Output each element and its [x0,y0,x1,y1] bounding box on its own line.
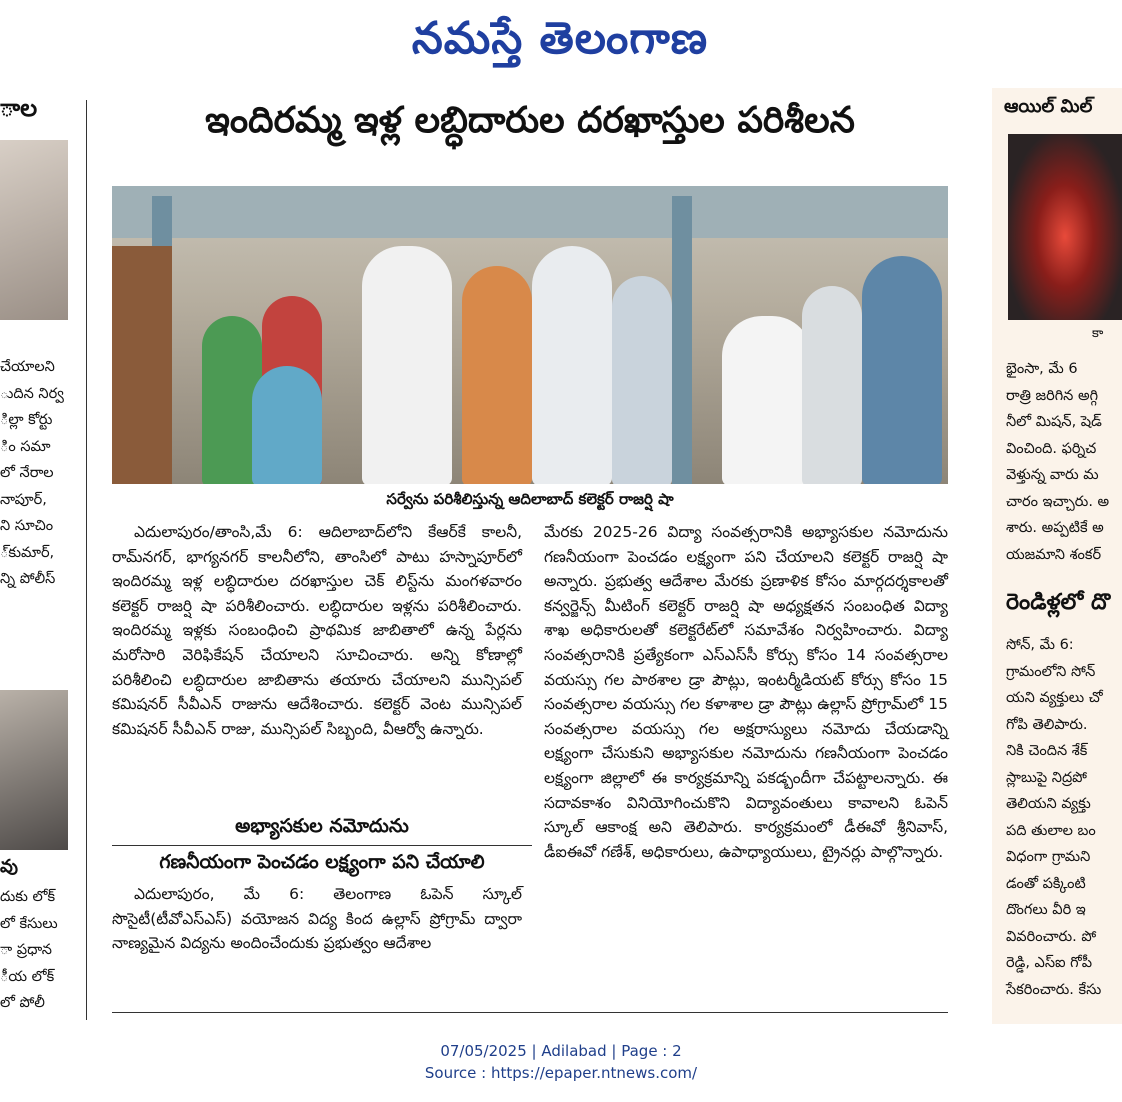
left-strip-photo [0,140,68,320]
right-strip-line: చారం ఇచ్చారు. అ [1006,493,1110,510]
left-strip-line: ీయ లోక్ [0,968,55,985]
right-strip-line: నీలో మిషన్, షెడ్ [1006,414,1102,430]
right-strip-text [1006,356,1109,568]
right-strip-line: రెడ్డి, ఎస్ఐ గోపీ [1006,955,1093,971]
right-strip-line: సేకరించారు. కేసు [1006,981,1102,998]
left-strip-line: లో పోలీ [0,995,45,1011]
left-strip-line: ్‌కుమార్, [0,544,55,561]
right-strip-line: తెలియని వ్యక్తు [1006,796,1091,812]
right-strip-line: స్లాబుపై నిద్రపో [1006,769,1087,786]
photo-caption: సర్వేను పరిశీలిస్తున్న ఆదిలాబాద్ కలెక్టర్ రాజర్షి షా [386,490,674,508]
left-strip-line: ని సూచిం [0,518,54,534]
right-strip-line: వివరించారు. పో [1006,928,1097,945]
article-two-paragraph-start: ఎదులాపురం, మే 6: తెలంగాణ ఓపెన్ స్కూల్ సొసైటీ(టీవోఎస్ఎస్) వయోజన విద్య కింద ఉల్లాస్ ప్రోగ్రామ్ ద్వారా నాణ్యమైన విద్యను అందించేందుకు ప్రభుత్వం ఆదేశాల [112,885,522,953]
right-strip-line: విధంగా గ్రామని [1006,849,1091,865]
right-strip-line: పది తులాల బం [1006,822,1096,839]
right-strip-text-2 [1006,632,1103,1003]
article-bottom-rule [112,1012,948,1013]
footer-date-edition: 07/05/2025 | Adilabad | Page : 2 [440,1042,682,1060]
left-strip-heading-2: వు [0,856,18,877]
right-strip-line: గ్రామంలోని సోన్ [1006,663,1096,680]
right-strip-line: శారు. అప్పటికే అ [1006,520,1104,536]
article-photo [112,186,948,484]
left-strip-line: ా ప్రధాన [0,942,52,958]
right-strip-line: వెళ్తున్న వారు మ [1006,467,1099,483]
subhead-line-two: గణనీయంగా పెంచడం లక్ష్యంగా పని చేయాలి [159,851,485,873]
right-strip-photo [1008,134,1122,320]
left-strip-line: లో కేసులు [0,915,58,932]
left-strip-line: ిల్లా కోర్టు [0,412,53,428]
right-strip-line: భైంసా, మే 6 [1006,361,1078,377]
subhead-line-one: అభ్యాసకుల నమోదును [235,815,409,837]
right-strip-line: నికి చెందిన శేక్ [1006,743,1088,759]
right-strip-heading-2: రెండిళ్లలో దొ [1006,590,1111,615]
left-strip-line: చేయాలని [0,359,55,375]
left-strip-line: న్ని పోలీస్ [0,571,56,587]
left-strip-line: లో నేరాల [0,465,54,481]
left-strip-heading: ాల [0,94,38,122]
article-one-paragraph: ఎదులాపురం/తాంసి,మే 6: ఆదిలాబాద్‌లోని కేఆర్‌కే కాలనీ, రామ్‌నగర్, భాగ్యనగర్ కాలనీలోని, తాంసిలో పాటు హస్నాపూర్‌లో ఇందిరమ్మ ఇళ్ల లబ్ధిదారుల దరఖాస్తుల చెక్ లిస్ట్‌ను మంగళవారం కలెక్టర్ రాజర్షి షా పరిశీలించారు. లబ్ధిదారుల ఇళ్లను పరిశీలించారు. ఇందిరమ్మ ఇళ్లకు సంబంధించి ప్రాథమిక జాబితాలో ఉన్న పేర్లను మరోసారి వెరిఫికేషన్ చేయాలని సూచించారు. అన్ని కోణాల్లో పరిశీలించి లబ్ధిదారుల జాబితాను తయారు చేయాలని మున్సిపల్ కమిషనర్ సీవీఎన్ రాజును ఆదేశించారు. కలెక్టర్ వెంట మున్సిపల్ కమిషనర్ సీవీఎన్ రాజు, మున్సిపల్ సిబ్బంది, వీఆర్వో ఉన్నారు. [112,523,522,738]
right-strip-line: వించింది. ఫర్నిచ [1006,440,1097,457]
left-column-rule [86,100,87,1020]
right-strip-photo-caption: కా [1092,326,1104,341]
right-strip-line: డంతో పక్కింటి [1006,875,1086,892]
left-strip-photo-2 [0,690,68,850]
article-headline: ఇందిరమ్మ ఇళ్ల లబ్ధిదారుల దరఖాస్తుల పరిశీలన [205,100,855,141]
left-strip-line: దుకు లోక్ [0,889,56,905]
left-column-strip [0,88,70,1024]
left-strip-line: నాపూర్, [0,491,47,508]
article-two-body-start [112,882,522,956]
left-strip-line: ిం సమా [0,438,51,455]
footer-source: Source : https://epaper.ntnews.com/ [424,1064,698,1082]
left-strip-line: ుదిన నిర్వ [0,385,64,402]
article-two-body-continued [544,520,948,864]
right-strip-line: యజమాని శంకర్ [1006,546,1102,563]
right-strip-heading: ఆయిల్ మిల్ [1004,96,1093,117]
left-strip-text-2 [0,884,58,1017]
right-strip-line: యని వ్యక్తులు చో [1006,690,1103,706]
right-strip-line: గోపి తెలిపారు. [1006,716,1088,733]
right-strip-line: దొంగలు వీరి ఇ [1006,902,1086,918]
article-two-paragraph-continued: మేరకు 2025-26 విద్యా సంవత్సరానికి అభ్యాసకుల నమోదును గణనీయంగా పెంచడం లక్ష్యంగా పని చేయాలని కలెక్టర్ రాజర్షి షా అన్నారు. ప్రభుత్వ ఆదేశాల మేరకు ప్రణాళిక కోసం మార్గదర్శకాలతో కన్వర్జెన్స్ మీటింగ్ కలెక్టర్ రాజర్షి షా అధ్యక్షతన సంబంధిత విద్యా శాఖ అధికారులతో కలెక్టరేట్‌లో సమావేశం నిర్వహించారు. విద్యా సంవత్సరానికి ప్రత్యేకంగా ఎస్ఎస్‌సీ కోర్సు కోసం 14 సంవత్సరాల వయస్సు గల పాఠశాల డ్రా పౌట్లు, ఇంటర్మీడియట్ కోర్సు కోసం 15 సంవత్సరాల వయస్సు గల కళాశాల డ్రా పౌట్లు ఉల్లాస్ ప్రోగ్రామ్‌లో 15 సంవత్సరాల వయస్సు గల అక్షరాస్యులు నమోదు చేయడాన్ని లక్ష్యంగా చేసుకుని అభ్యాసకుల నమోదును గణనీయంగా పెంచడం లక్ష్యంగా జిల్లాలో ఈ కార్యక్రమాన్ని పకడ్బందీగా చేపట్టాలన్నారు. ఈ సదావకాశం వినియోగించుకొని విద్యావంతులు కావాలని ఓపెన్ స్కూల్ ఆకాంక్ష అని తెలిపారు. కార్యక్రమంలో డీఈవో శ్రీనివాస్, డీఐఈవో గణేశ్, అధికారులు, ఉపాధ్యాయులు, ట్రైనర్లు పాల్గొన్నారు. [544,523,948,861]
right-column-strip [992,88,1122,1024]
newspaper-masthead: నమస్తే తెలంగాణ [411,13,709,64]
article-one-body [112,520,522,741]
right-strip-line: రాత్రి జరిగిన అగ్గి [1006,387,1099,404]
left-strip-text [0,354,64,593]
right-strip-line: సోన్, మే 6: [1006,637,1074,653]
